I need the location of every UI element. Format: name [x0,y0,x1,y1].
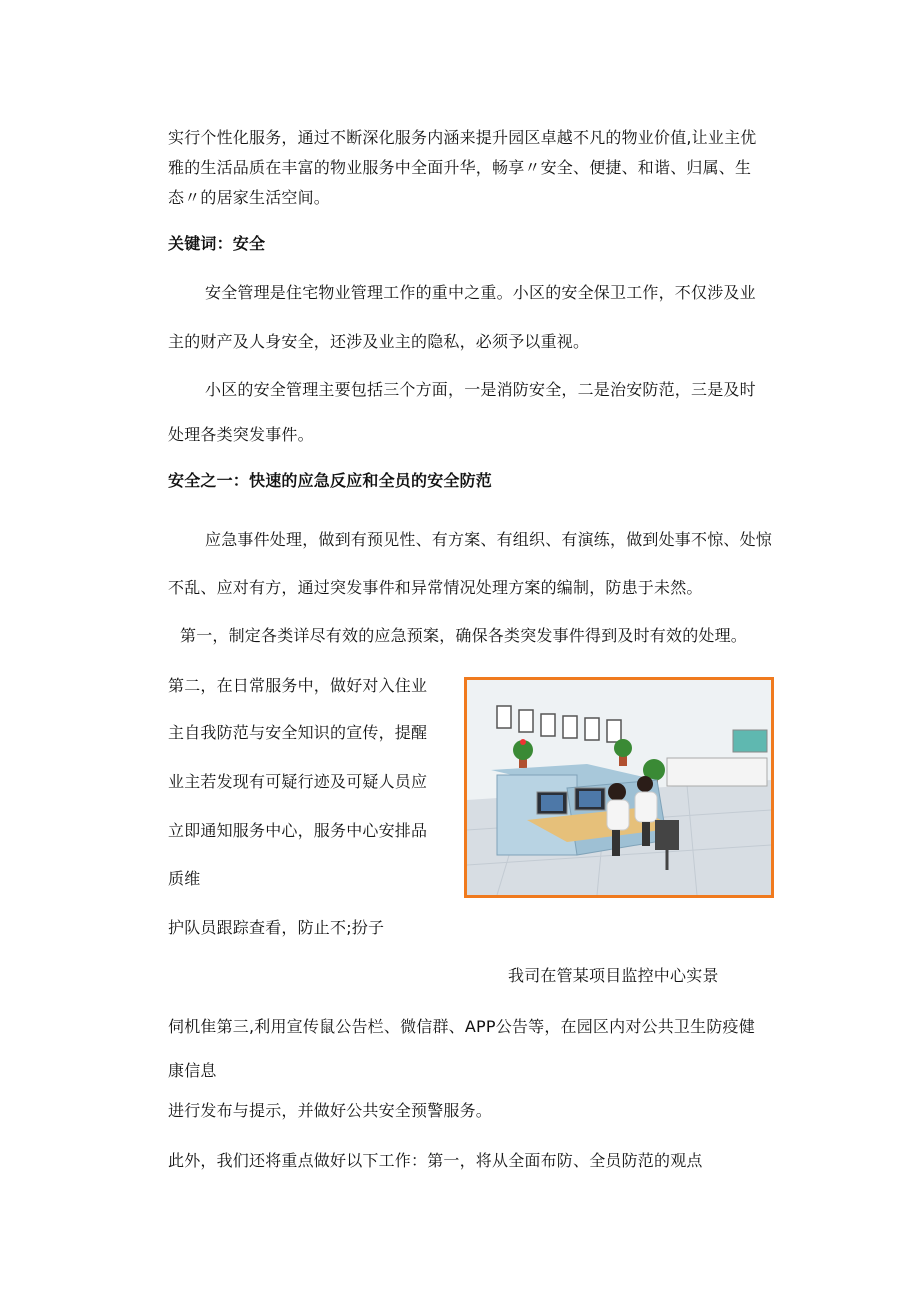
paragraph-6-line-1: 第二，在日常服务中，做好对入住业 [168,676,428,695]
keyword-heading: 关键词：安全 [168,234,266,253]
paragraph-6-line-4: 立即通知服务中心，服务中心安排品 [168,821,428,840]
paragraph-1-line-2: 雅的生活品质在丰富的物业服务中全面升华，畅享〃安全、便捷、和谐、归属、生 [168,158,752,177]
paragraph-5: 第一，制定各类详尽有效的应急预案，确保各类突发事件得到及时有效的处理。 [180,626,748,645]
paragraph-2-line-2: 主的财产及人身安全，还涉及业主的隐私，必须予以重视。 [168,332,590,351]
paragraph-7-line-1: 伺机隹第三,利用宣传鼠公告栏、微信群、APP公告等，在园区内对公共卫生防疫健 [168,1017,755,1036]
paragraph-1-line-1: 实行个性化服务，通过不断深化服务内涵来提升园区卓越不凡的物业价值,让业主优 [168,128,757,147]
monitoring-center-photo [464,677,774,898]
photo-caption: 我司在管某项目监控中心实景 [508,966,719,985]
section-1-heading: 安全之一：快速的应急反应和全员的安全防范 [168,471,493,490]
paragraph-3-line-2: 处理各类突发事件。 [168,425,314,444]
paragraph-4-line-1: 应急事件处理，做到有预见性、有方案、有组织、有演练，做到处事不惊、处惊 [205,530,773,549]
paragraph-3-line-1: 小区的安全管理主要包括三个方面，一是消防安全，二是治安防范，三是及时 [205,380,756,399]
paragraph-7-line-3: 进行发布与提示，并做好公共安全预警服务。 [168,1101,493,1120]
paragraph-1-line-3: 态〃的居家生活空间。 [168,188,331,207]
paragraph-6-line-6: 护队员跟踪查看，防止不;扮子 [168,918,385,937]
paragraph-2-line-1: 安全管理是住宅物业管理工作的重中之重。小区的安全保卫工作，不仅涉及业 [205,283,756,302]
paragraph-8: 此外，我们还将重点做好以下工作：第一，将从全面布防、全员防范的观点 [168,1151,703,1170]
paragraph-6-line-3: 业主若发现有可疑行迹及可疑人员应 [168,772,428,791]
paragraph-4-line-2: 不乱、应对有方，通过突发事件和异常情况处理方案的编制，防患于未然。 [168,578,703,597]
paragraph-6-line-5: 质维 [168,869,201,888]
paragraph-7-line-2: 康信息 [168,1061,217,1080]
photo-icon [467,680,771,895]
paragraph-6-line-2: 主自我防范与安全知识的宣传，提醒 [168,723,428,742]
